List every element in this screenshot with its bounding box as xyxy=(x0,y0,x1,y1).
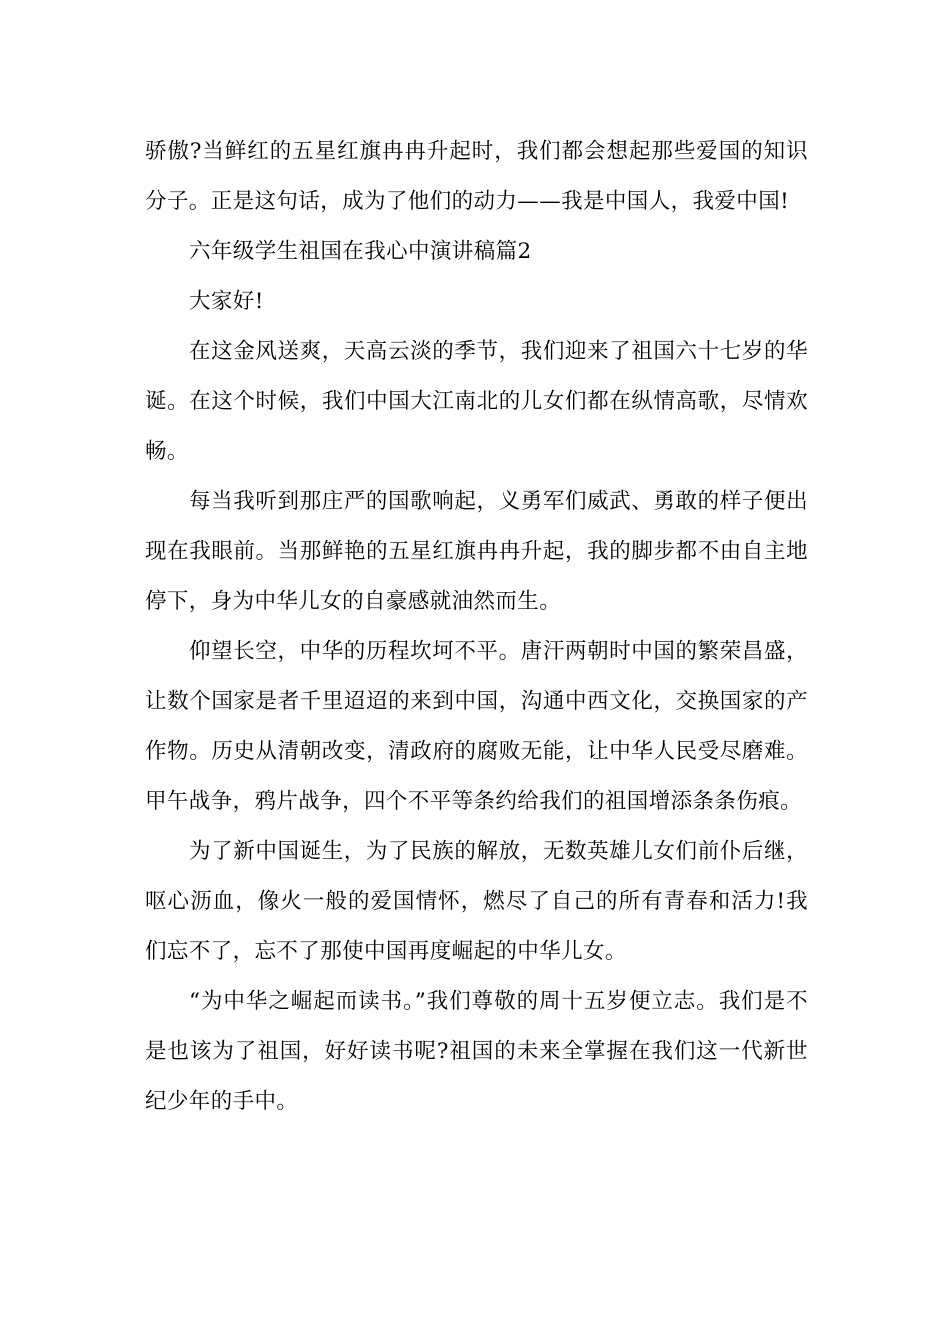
paragraph: 每当我听到那庄严的国歌响起，义勇军们威武、勇敢的样子便出现在我眼前。当那鲜艳的五星红旗冉冉升起，我的脚步都不由自主地停下，身为中华儿女的自豪感就油然而生。 xyxy=(145,489,808,614)
paragraph: 在这金风送爽，天高云淡的季节，我们迎来了祖国六十七岁的华诞。在这个时候，我们中国大江南北的儿女们都在纵情高歌，尽情欢畅。 xyxy=(145,339,808,464)
greeting: 大家好! xyxy=(189,289,264,314)
section-heading: 六年级学生祖国在我心中演讲稿篇2 xyxy=(189,239,532,264)
paragraph-continuation: 骄傲?当鲜红的五星红旗冉冉升起时，我们都会想起那些爱国的知识分子。正是这句话，成为了他们的动力——我是中国人，我爱中国! xyxy=(145,139,808,214)
paragraph: “为中华之崛起而读书。”我们尊敬的周十五岁便立志。我们是不是也该为了祖国，好好读书呢?祖国的未来全掌握在我们这一代新世纪少年的手中。 xyxy=(145,989,808,1114)
paragraph: 仰望长空，中华的历程坎坷不平。唐汗两朝时中国的繁荣昌盛，让数个国家是者千里迢迢的来到中国，沟通中西文化，交换国家的产作物。历史从清朝改变，清政府的腐败无能，让中华人民受尽磨难。甲午战争，鸦片战争，四个不平等条约给我们的祖国增添条条伤痕。 xyxy=(145,639,808,814)
document-body xyxy=(145,127,808,1127)
paragraph: 为了新中国诞生，为了民族的解放，无数英雄儿女们前仆后继，呕心沥血，像火一般的爱国情怀，燃尽了自己的所有青春和活力!我们忘不了，忘不了那使中国再度崛起的中华儿女。 xyxy=(145,839,808,964)
